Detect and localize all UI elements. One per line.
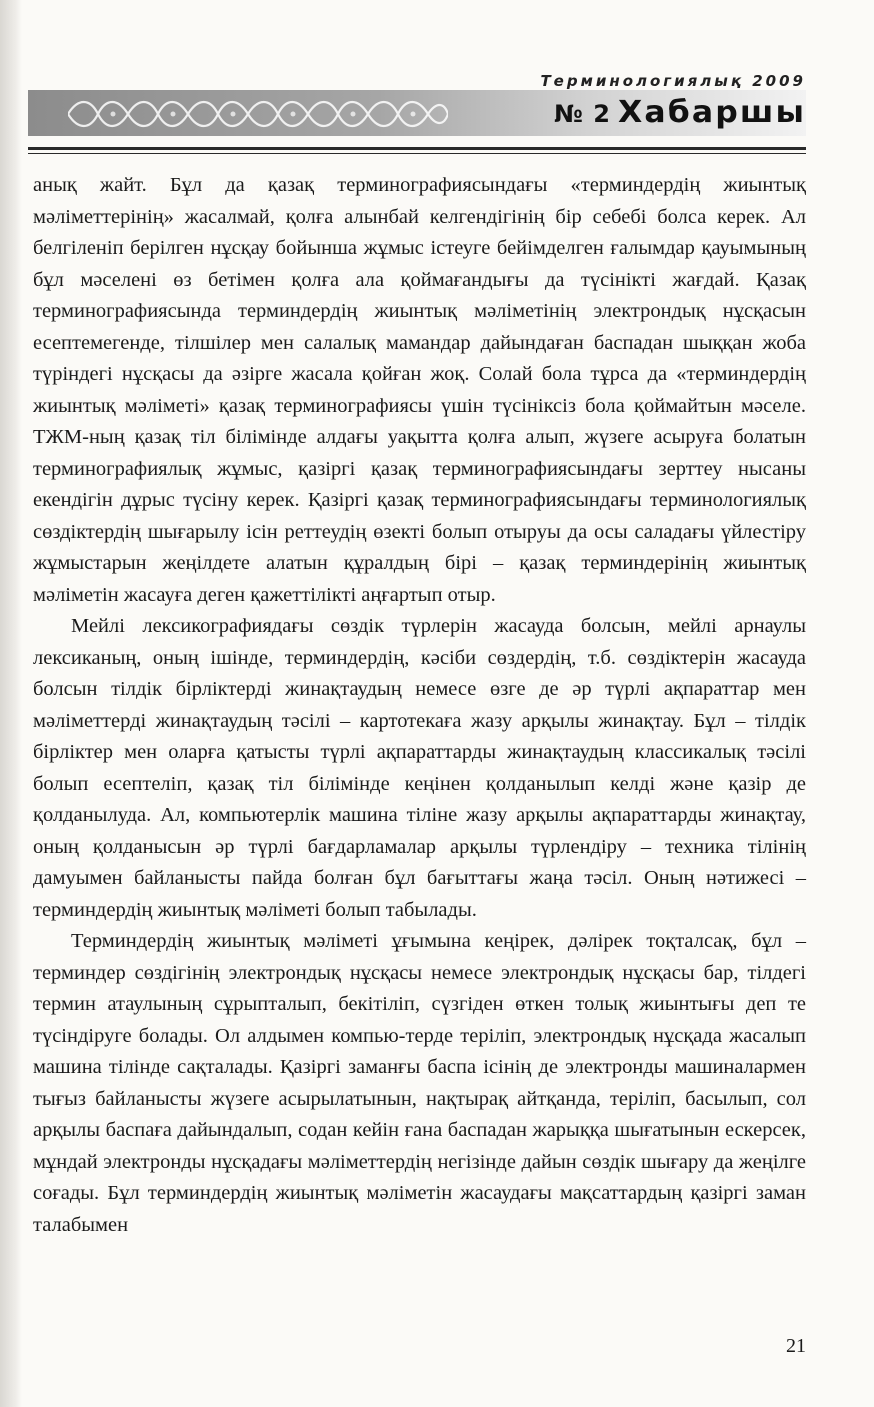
page-header bbox=[28, 70, 806, 160]
page-number: 21 bbox=[786, 1335, 806, 1357]
paragraph-3: Терминдердің жиынтық мәліметі ұғымына кеңірек, дәлірек тоқталсақ, бұл – терминдер сөздігінің электрондық нұсқасы немесе электрондық нұсқасы бар, тілдегі термин атаулының сұрыпталып, бекітіліп, сүзгіден өткен толық жиынтығы деп те түсіндіруге болады. Ол алдымен компью-терде теріліп, электрондық нұсқада жасалып машина тілінде сақталады. Қазіргі заманғы баспа ісінің де электронды машиналармен тығыз байланысты жүзеге асырылатынын, нақтырақ айтқанда, теріліп, басылып, сол арқылы баспаға дайындалып, содан кейін ғана баспадан жарыққа шығатынын ескерсек, мұндай электронды нұсқадағы мәліметтердің негізінде дайын сөздік шығару да жеңілге соғады. Бұл терминдердің жиынтық мәліметін жасаудағы мақсаттардың қазіргі заман талабымен bbox=[33, 930, 806, 1236]
paragraph-2: Мейлі лексикографиядағы сөздік түрлерін жасауда болсын, мейлі арнаулы лексиканың, оның ішінде, терминдердің, кәсіби сөздердің, т.б. сөздіктерін жасауда болсын тілдік бірліктерді жинақтаудың немесе өзге де әр түрлі ақпараттар мен мәліметтерді жинақтаудың тәсілі – картотекаға жазу арқылы жинақтау. Бұл – тілдік бірліктер мен оларға қатысты түрлі ақпараттарды жинақтаудың классикалық тәсілі болып есептеліп, қазақ тіл білімінде кеңінен қолданылып келді және қазір де қолданылуда. Ал, компьютерлік машина тіліне жазу арқылы ақпараттарды жинақтау, оның қолданысын әр түрлі бағдарламалар арқылы түрлендіру – техника тілінің дамуымен байланысты пайда болған бұл бағыттағы жаңа тәсіл. Оның нәтижесі – терминдердің жиынтық мәліметі болып табылады. bbox=[33, 615, 806, 921]
issue-title: Хабаршы bbox=[618, 95, 806, 130]
journal-name: Терминологиялық 2009 bbox=[540, 72, 806, 90]
page-edge-shadow bbox=[0, 0, 22, 1407]
header-rule-thick bbox=[28, 147, 806, 150]
article-body bbox=[33, 170, 806, 1241]
issue-label bbox=[554, 95, 806, 130]
issue-number: № 2 bbox=[554, 100, 611, 128]
paragraph-1: анық жайт. Бұл да қазақ терминографиясындағы «терминдердің жиынтық мәліметтерінің» жасалмай, қолға алынбай келгендігінің бір себебі болса керек. Ал белгіленіп берілген нұсқау бойынша жұмыс істеуге бейімделген ғалымдар қауымының бұл мәселені өз бетімен қолға ала қоймағандығы да түсінікті жағдай. Қазақ терминографиясында терминдердің жиынтық мәліметінің электрондық нұсқасын есептемегенде, тілшілер мен салалық мамандар дайындаған баспадан шыққан жоба түріндегі нұсқасы да әзірге жасала қойған жоқ. Солай бола тұрса да «терминдердің жиынтық мәліметі» қазақ терминографиясы үшін түсініксіз бола қоймайтын мәселе. ТЖМ-ның қазақ тіл білімінде алдағы уақытта қолға алып, жүзеге асыруға болатын терминографиялық жұмыс, қазіргі қазақ терминографиясындағы зерттеу нысаны екендігін дұрыс түсіну керек. Қазіргі қазақ терминографиясындағы терминологиялық сөздіктердің шығарылу ісін реттеудің өзекті болып отыруы да осы саладағы үйлестіру жұмыстарын жеңілдете алатын құралдың бірі – қазақ терминдерінің жиынтық мәліметін жасауға деген қажеттілікті аңғартып отыр. bbox=[33, 174, 806, 606]
header-rule-thin bbox=[28, 153, 806, 154]
ornament-icon bbox=[68, 94, 448, 134]
